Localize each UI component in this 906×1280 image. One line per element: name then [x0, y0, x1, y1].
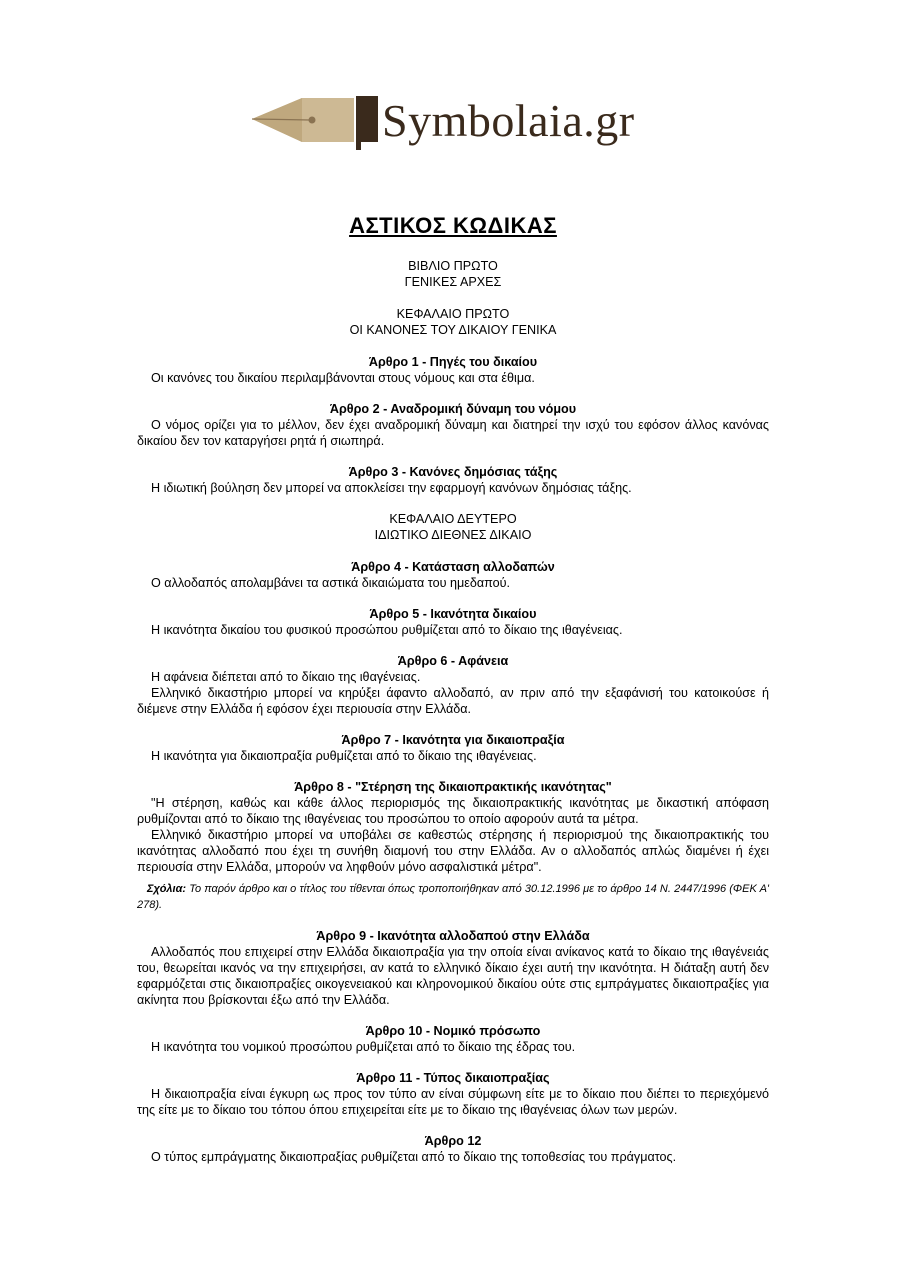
- article-title: Άρθρο 4 - Κατάσταση αλλοδαπών: [351, 560, 555, 574]
- article-title: Άρθρο 8 - "Στέρηση της δικαιοπρακτικής ικανότητας": [294, 780, 612, 794]
- article-paragraph: "Η στέρηση, καθώς και κάθε άλλος περιορισμός της δικαιοπρακτικής ικανότητας με δικαστική απόφαση ρυθμίζονται από το δίκαιο της ιθαγένειας του προσώπου το οποίο αφορούν αυτά τα μέτρα.: [137, 796, 769, 826]
- note-text: Το παρόν άρθρο και ο τίτλος του τίθενται όπως τροποποιήθηκαν από 30.12.1996 με το άρθρο 14 Ν. 2447/1996 (ΦΕΚ Α' 278).: [137, 883, 769, 911]
- site-logo: [250, 92, 670, 162]
- article-paragraph: Ελληνικό δικαστήριο μπορεί να υποβάλει σε καθεστώς στέρησης ή περιορισμού της δικαιοπρακτικής του ικανότητας αλλοδαπό που έχει τη συνήθη διαμονή του στην Ελλάδα. Αν ο αλλοδαπός απλώς διαμένει ή έχει περιουσία στην Ελλάδα, μπορούν να ληφθούν μόνο ασφαλιστικά μέτρα".: [137, 828, 769, 874]
- book-heading: [137, 258, 769, 290]
- pen-nib-logo-icon: [250, 92, 380, 162]
- article-title: Άρθρο 5 - Ικανότητα δικαίου: [369, 607, 537, 621]
- article-title: Άρθρο 7 - Ικανότητα για δικαιοπραξία: [341, 733, 565, 747]
- chapter-number: ΚΕΦΑΛΑΙΟ ΠΡΩΤΟ: [396, 307, 510, 321]
- document-body: [137, 258, 769, 1165]
- article-paragraph: Η αφάνεια διέπεται από το δίκαιο της ιθαγένειας.: [151, 670, 421, 684]
- logo-text: Symbolaia.gr: [382, 95, 635, 146]
- article-paragraph: Η ικανότητα δικαίου του φυσικού προσώπου ρυθμίζεται από το δίκαιο της ιθαγένειας.: [151, 623, 623, 637]
- chapter-heading: [137, 511, 769, 543]
- article-note: [137, 881, 769, 913]
- article-paragraph: Αλλοδαπός που επιχειρεί στην Ελλάδα δικαιοπραξία για την οποία είναι ανίκανος κατά το δίκαιο της ιθαγένειάς του, θεωρείται ικανός να την επιχειρήσει, αν κατά το ελληνικό δίκαιο έχει αυτή την ικανότητα. Η διάταξη αυτή δεν εφαρμόζεται στις δικαιοπραξίες οικογενειακού και κληρονομικού δικαίου ούτε στις εμπράγματες δικαιοπραξίες για ακίνητα που βρίσκονται έξω από την Ελλάδα.: [137, 945, 769, 1007]
- article-title: Άρθρο 12: [424, 1134, 482, 1148]
- article-paragraph: Η ιδιωτική βούληση δεν μπορεί να αποκλείσει την εφαρμογή κανόνων δημόσιας τάξης.: [151, 481, 632, 495]
- chapter-title: ΟΙ ΚΑΝΟΝΕΣ ΤΟΥ ΔΙΚΑΙΟΥ ΓΕΝΙΚΑ: [349, 323, 557, 337]
- chapter-heading: [137, 306, 769, 338]
- book-number: ΒΙΒΛΙΟ ΠΡΩΤΟ: [408, 259, 498, 273]
- article-paragraph: Η ικανότητα για δικαιοπραξία ρυθμίζεται από το δίκαιο της ιθαγένειας.: [151, 749, 537, 763]
- article-paragraph: Ο νόμος ορίζει για το μέλλον, δεν έχει αναδρομική δύναμη και διατηρεί την ισχύ του εφόσον άλλος κανόνας δικαίου δεν τον καταργήσει ρητά ή σιωπηρά.: [137, 418, 769, 448]
- book-title: ΓΕΝΙΚΕΣ ΑΡΧΕΣ: [404, 275, 502, 289]
- article-title: Άρθρο 11 - Τύπος δικαιοπραξίας: [356, 1071, 550, 1085]
- article-paragraph: Ελληνικό δικαστήριο μπορεί να κηρύξει άφαντο αλλοδαπό, αν πριν από την εξαφάνισή του κατοικούσε ή διέμενε στην Ελλάδα ή εφόσον έχει περιουσία στην Ελλάδα.: [137, 686, 769, 716]
- article-title: Άρθρο 3 - Κανόνες δημόσιας τάξης: [348, 465, 558, 479]
- article-paragraph: Ο τύπος εμπράγματης δικαιοπραξίας ρυθμίζεται από το δίκαιο της τοποθεσίας του πράγματος.: [151, 1150, 677, 1164]
- article-title: Άρθρο 1 - Πηγές του δικαίου: [368, 355, 538, 369]
- article-paragraph: Η ικανότητα του νομικού προσώπου ρυθμίζεται από το δίκαιο της έδρας του.: [151, 1040, 576, 1054]
- chapter-title: ΙΔΙΩΤΙΚΟ ΔΙΕΘΝΕΣ ΔΙΚΑΙΟ: [374, 528, 532, 542]
- article-paragraph: Η δικαιοπραξία είναι έγκυρη ως προς τον τύπο αν είναι σύμφωνη είτε με το δίκαιο που διέπει το περιεχόμενό της είτε με το δίκαιο του τόπου όπου επιχειρείται είτε με το δίκαιο της ιθαγένειας όλων των μερών.: [137, 1087, 769, 1117]
- article-paragraph: Ο αλλοδαπός απολαμβάνει τα αστικά δικαιώματα του ημεδαπού.: [151, 576, 511, 590]
- article-paragraph: Οι κανόνες του δικαίου περιλαμβάνονται στους νόμους και στα έθιμα.: [151, 371, 535, 385]
- article-title: Άρθρο 2 - Αναδρομική δύναμη του νόμου: [329, 402, 577, 416]
- article-title: Άρθρο 6 - Αφάνεια: [397, 654, 509, 668]
- document-title: ΑΣΤΙΚΟΣ ΚΩΔΙΚΑΣ: [349, 213, 557, 238]
- article-title: Άρθρο 10 - Νομικό πρόσωπο: [365, 1024, 541, 1038]
- chapter-number: ΚΕΦΑΛΑΙΟ ΔΕΥΤΕΡΟ: [389, 512, 517, 526]
- article-title: Άρθρο 9 - Ικανότητα αλλοδαπού στην Ελλάδα: [316, 929, 590, 943]
- note-label: Σχόλια:: [147, 883, 187, 895]
